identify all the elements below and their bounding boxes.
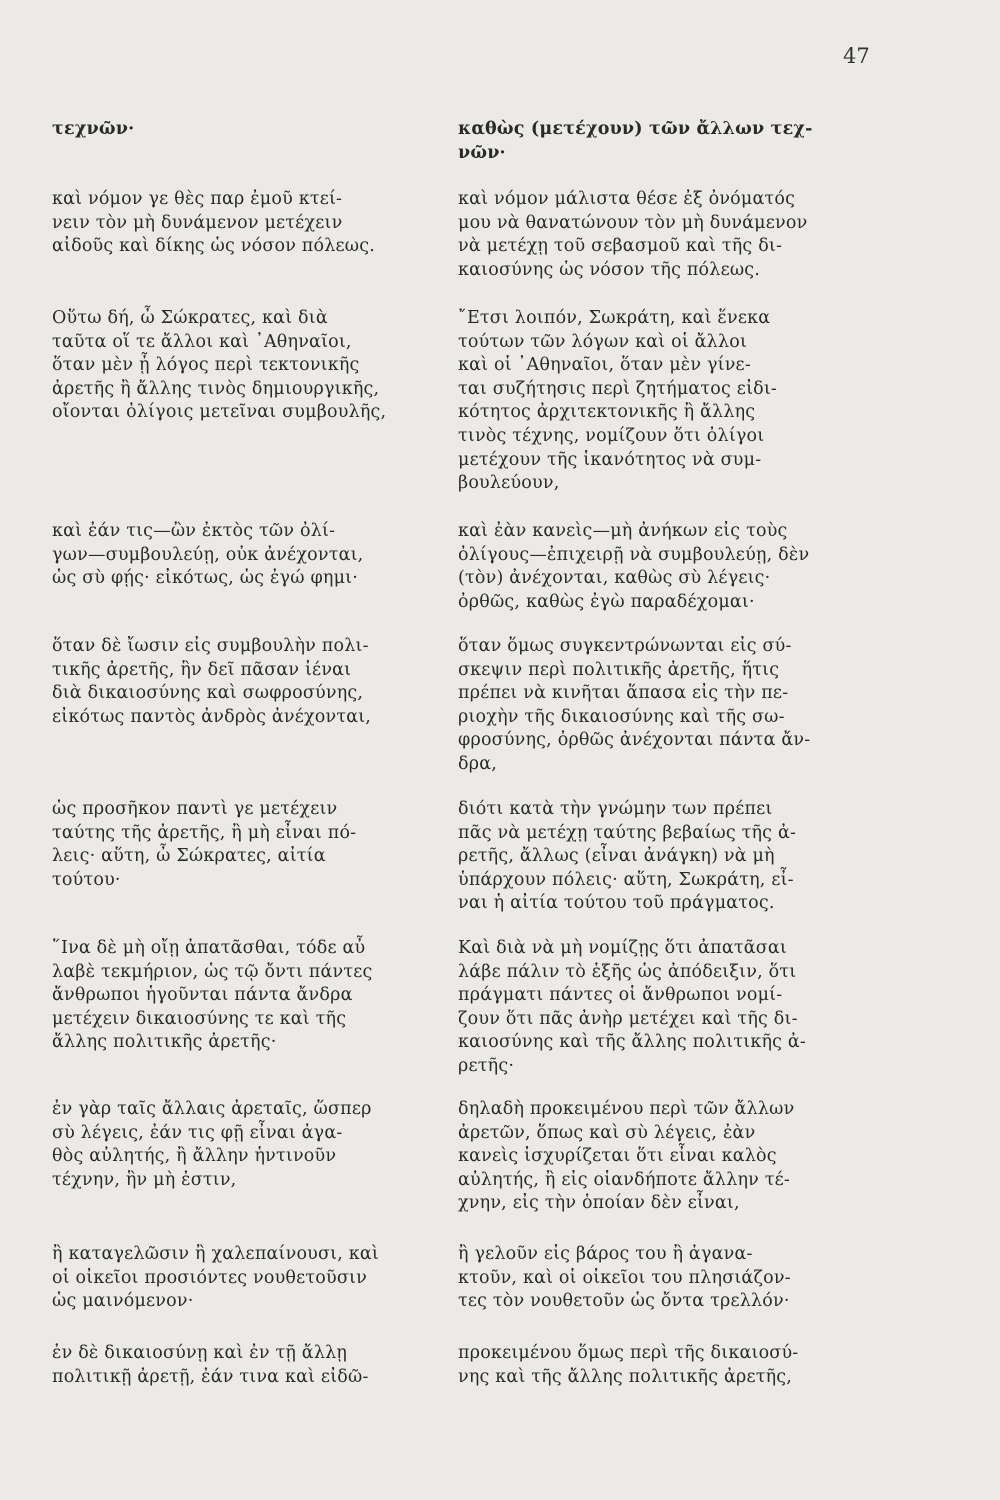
left-paragraph: ὅταν δὲ ἴωσιν εἰς συμβουλὴν πολι- τικῆς ἀρετῆς, ἣν δεῖ πᾶσαν ἰέναι διὰ δικαιοσύνης καὶ σωφροσύνης, εἰκότως παντὸς ἀνδρὸς ἀνέχονται, bbox=[52, 636, 372, 727]
right-paragraph: προκειμένου ὅμως περὶ τῆς δικαιοσύ- νης καὶ τῆς ἄλλης πολιτικῆς ἀρετῆς, bbox=[458, 1343, 799, 1387]
right-paragraph: διότι κατὰ τὴν γνώμην των πρέπει πᾶς νὰ μετέχῃ ταύτης βεβαίως τῆς ἀ- ρετῆς, ἄλλως (εἶναι ἀνάγκη) νὰ μὴ ὑπάρχουν πόλεις· αὕτη, Σωκράτη, εἶ- ναι ἡ αἰτία τούτου τοῦ πράγματος. bbox=[458, 799, 797, 914]
right-paragraph: καὶ νόμον μάλιστα θέσε ἐξ ὀνόματός μου νὰ θανατώνουν τὸν μὴ δυνάμενον νὰ μετέχῃ τοῦ σεβασμοῦ καὶ τῆς δι- καιοσύνης ὡς νόσον τῆς πόλεως. bbox=[458, 189, 808, 280]
right-paragraph: Καὶ διὰ νὰ μὴ νομίζῃς ὅτι ἀπατᾶσαι λάβε πάλιν τὸ ἑξῆς ὡς ἀπόδειξιν, ὅτι πράγματι πάντες οἱ ἄνθρωποι νομί- ζουν ὅτι πᾶς ἀνὴρ μετέχει καὶ τῆς δι- καιοσύνης καὶ τῆς ἄλλης πολιτικῆς ἀ- ρετῆς· bbox=[458, 938, 807, 1076]
left-paragraph: τεχνῶν· bbox=[52, 119, 135, 139]
left-paragraph: καὶ νόμον γε θὲς παρ ἐμοῦ κτεί- νειν τὸν μὴ δυνάμενον μετέχειν αἰδοῦς καὶ δίκης ὡς νόσον πόλεως. bbox=[52, 189, 376, 257]
left-paragraph: ἐν γὰρ ταῖς ἄλλαις ἀρεταῖς, ὥσπερ σὺ λέγεις, ἐάν τις φῇ εἶναι ἀγα- θὸς αὐλητής, ἢ ἄλλην ἡντινοῦν τέχνην, ἣν μὴ ἐστιν, bbox=[52, 1099, 372, 1190]
left-paragraph: καὶ ἐάν τις—ὢν ἐκτὸς τῶν ὀλί- γων—συμβουλεύῃ, οὐκ ἀνέχονται, ὡς σὺ φῄς· εἰκότως, ὡς ἐγώ φημι· bbox=[52, 521, 364, 589]
left-paragraph: ῞Ινα δὲ μὴ οἴῃ ἀπατᾶσθαι, τόδε αὖ λαβὲ τεκμήριον, ὡς τῷ ὄντι πάντες ἄνθρωποι ἡγοῦνται πάντα ἄνδρα μετέχειν δικαιοσύνης τε καὶ τῆς ἄλλης πολιτικῆς ἀρετῆς· bbox=[52, 938, 373, 1053]
right-paragraph: ῎Ετσι λοιπόν, Σωκράτη, καὶ ἕνεκα τούτων τῶν λόγων καὶ οἱ ἄλλοι καὶ οἱ ᾿Αθηναῖοι, ὅταν μὲν γίνε- ται συζήτησις περὶ ζητήματος εἰδι- κότητος ἀρχιτεκτονικῆς ἢ ἄλλης τινὸς τέχνης, νομίζουν ὅτι ὀλίγοι μετέχουν τῆς ἱκανότητος νὰ συμ- βουλεύουν, bbox=[458, 308, 778, 494]
right-paragraph: ὅταν ὅμως συγκεντρώνωνται εἰς σύ- σκεψιν περὶ πολιτικῆς ἀρετῆς, ἥτις πρέπει νὰ κινῆται ἅπασα εἰς τὴν πε- ριοχὴν τῆς δικαιοσύνης καὶ τῆς σω- φροσύνης, ὀρθῶς ἀνέχονται πάντα ἄν- δρα, bbox=[458, 636, 811, 774]
page-number: 47 bbox=[843, 44, 870, 68]
right-paragraph: δηλαδὴ προκειμένου περὶ τῶν ἄλλων ἀρετῶν, ὅπως καὶ σὺ λέγεις, ἐὰν κανεὶς ἰσχυρίζεται ὅτι εἶναι καλὸς αὐλητής, ἢ εἰς οἱανδήποτε ἄλλην τέ- χνην, εἰς τὴν ὁποίαν δὲν εἶναι, bbox=[458, 1099, 795, 1214]
left-paragraph: ἢ καταγελῶσιν ἢ χαλεπαίνουσι, καὶ οἱ οἰκεῖοι προσιόντες νουθετοῦσιν ὡς μαινόμενον· bbox=[52, 1244, 379, 1312]
left-paragraph: ἐν δὲ δικαιοσύνῃ καὶ ἐν τῇ ἄλλῃ πολιτικῇ ἀρετῇ, ἐάν τινα καὶ εἰδῶ- bbox=[52, 1343, 369, 1387]
left-paragraph: ὡς προσῆκον παντὶ γε μετέχειν ταύτης τῆς ἀρετῆς, ἢ μὴ εἶναι πό- λεις· αὕτη, ὦ Σώκρατες, αἰτία τούτου· bbox=[52, 799, 357, 890]
right-paragraph: καὶ ἐὰν κανεὶς—μὴ ἀνήκων εἰς τοὺς ὀλίγους—ἐπιχειρῇ νὰ συμβουλεύῃ, δὲν (τὸν) ἀνέχονται, καθὼς σὺ λέγεις· ὀρθῶς, καθὼς ἐγὼ παραδέχομαι· bbox=[458, 521, 810, 612]
right-paragraph: ἢ γελοῦν εἰς βάρος του ἢ ἀγανα- κτοῦν, καὶ οἱ οἰκεῖοι του πλησιάζον- τες τὸν νουθετοῦν ὡς ὄντα τρελλόν· bbox=[458, 1244, 791, 1312]
right-paragraph: καθὼς (μετέχουν) τῶν ἄλλων τεχ- νῶν· bbox=[458, 119, 813, 163]
left-paragraph: Οὕτω δή, ὦ Σώκρατες, καὶ διὰ ταῦτα οἵ τε ἄλλοι καὶ ᾿Αθηναῖοι, ὅταν μὲν ᾖ λόγος περὶ τεκτονικῆς ἀρετῆς ἢ ἄλλης τινὸς δημιουργικῆς, οἴονται ὀλίγοις μετεῖναι συμβουλῆς, bbox=[52, 308, 387, 423]
